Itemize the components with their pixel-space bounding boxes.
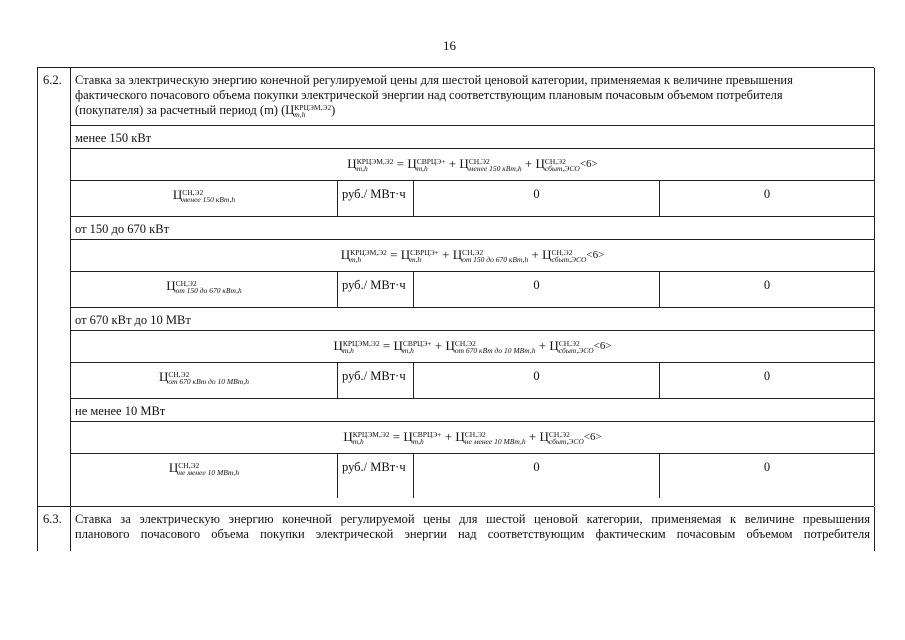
symbol-base: Ц bbox=[333, 338, 343, 353]
value-text: 0 bbox=[763, 278, 771, 292]
symbol-scripts bbox=[559, 340, 594, 354]
range-label: от 150 до 670 кВт bbox=[75, 222, 170, 236]
symbol-sub: от 150 до 670 кВт,h bbox=[462, 254, 529, 264]
plus-sign: + bbox=[538, 338, 547, 353]
unit-text: руб./ МВт·ч bbox=[342, 460, 406, 474]
symbol-base: Ц bbox=[340, 247, 351, 262]
value-text: 0 bbox=[533, 278, 540, 292]
symbol-base: Ц bbox=[459, 156, 469, 171]
symbol-sup: СВРЦЭ+ bbox=[416, 156, 446, 166]
equals-sign: = bbox=[396, 156, 405, 171]
symbol-base: Ц bbox=[549, 338, 559, 353]
formula-row bbox=[71, 148, 874, 181]
footnote-ref: <6> bbox=[593, 339, 612, 352]
plus-sign: + bbox=[442, 247, 450, 262]
symbol-base: Ц bbox=[407, 156, 417, 171]
range-header bbox=[71, 398, 874, 422]
formula bbox=[71, 156, 874, 172]
symbol-sub: не менее 10 МВт,h bbox=[464, 436, 526, 446]
symbol-base: Ц bbox=[535, 156, 545, 171]
value-cell bbox=[660, 181, 874, 217]
symbol-base: Ц bbox=[159, 369, 169, 384]
symbol-sup: СВРЦЭ+ bbox=[402, 338, 432, 348]
symbol-scripts bbox=[176, 280, 242, 294]
range-header bbox=[71, 307, 874, 331]
plus-sign: + bbox=[434, 338, 443, 353]
symbol-base: Ц bbox=[172, 187, 183, 202]
unit-cell bbox=[338, 454, 414, 498]
symbol-cell bbox=[71, 272, 338, 308]
plus-sign: + bbox=[448, 156, 457, 171]
value-cell bbox=[414, 454, 660, 498]
symbol-sup: СН,Э2 bbox=[168, 369, 190, 379]
unit-cell bbox=[338, 363, 414, 399]
symbol-cell bbox=[71, 363, 338, 399]
equals-sign: = bbox=[390, 247, 398, 262]
symbol-scripts bbox=[551, 249, 586, 263]
formula bbox=[71, 247, 874, 263]
plus-sign: + bbox=[531, 247, 539, 262]
tariff-table bbox=[37, 67, 874, 551]
formula bbox=[71, 338, 874, 354]
section-6-3 bbox=[38, 507, 874, 551]
symbol-base: Ц bbox=[455, 429, 465, 444]
symbol-sup: КРЦЭМ,Э2 bbox=[342, 338, 380, 348]
symbol-sub: менее 150 кВт,h bbox=[468, 163, 522, 173]
symbol-sup: СН,Э2 bbox=[548, 429, 570, 439]
symbol-sup: СВРЦЭ+ bbox=[412, 429, 442, 439]
symbol-base: Ц bbox=[452, 247, 463, 262]
symbol-sub: m,h bbox=[416, 163, 428, 173]
section-heading bbox=[75, 512, 870, 542]
section-6-2 bbox=[38, 68, 874, 507]
symbol-sup: СН,Э2 bbox=[178, 460, 200, 470]
value-cell bbox=[660, 272, 874, 308]
symbol-scripts bbox=[343, 340, 380, 354]
symbol-scripts bbox=[455, 340, 536, 354]
symbol-sup: СВРЦЭ+ bbox=[410, 247, 439, 257]
symbol-base: Ц bbox=[343, 429, 353, 444]
heading-symbol-scripts bbox=[294, 104, 331, 118]
value-text: 0 bbox=[763, 187, 771, 201]
section-number: 6.2. bbox=[43, 73, 62, 87]
range-label: от 670 кВт до 10 МВт bbox=[75, 313, 191, 327]
symbol-base: Ц bbox=[393, 338, 403, 353]
section-heading bbox=[75, 73, 870, 118]
section-number: 6.3. bbox=[43, 512, 62, 526]
symbol-sub: сбыт,ЭСО bbox=[548, 436, 584, 446]
symbol-scripts bbox=[168, 371, 249, 385]
symbol-base: Ц bbox=[445, 338, 455, 353]
unit-cell bbox=[338, 181, 414, 217]
formula-row bbox=[71, 421, 874, 454]
symbol-sup: СН,Э2 bbox=[464, 429, 486, 439]
symbol-sub: от 670 кВт до 10 МВт,h bbox=[454, 345, 536, 355]
symbol-base: Ц bbox=[542, 247, 552, 262]
formula-row bbox=[71, 330, 874, 363]
symbol-sup: КРЦЭМ,Э2 bbox=[356, 156, 394, 166]
value-row bbox=[71, 271, 874, 308]
symbol-sub: m,h bbox=[352, 436, 364, 446]
value-text: 0 bbox=[763, 460, 771, 474]
symbol-base: Ц bbox=[166, 278, 176, 293]
symbol-sup: СН,Э2 bbox=[462, 247, 484, 257]
symbol-scripts bbox=[357, 158, 394, 172]
symbol-sub: сбыт,ЭСО bbox=[551, 254, 587, 264]
value-row bbox=[71, 453, 874, 498]
equals-sign: = bbox=[392, 429, 401, 444]
symbol-base: Ц bbox=[403, 429, 413, 444]
symbol-scripts bbox=[469, 158, 522, 172]
equals-sign: = bbox=[382, 338, 391, 353]
row-symbol bbox=[71, 278, 337, 294]
value-row bbox=[71, 362, 874, 399]
footnote-ref: <6> bbox=[579, 157, 598, 170]
symbol-scripts bbox=[549, 431, 584, 445]
row-symbol bbox=[71, 460, 337, 476]
symbol-sub: m,h bbox=[410, 254, 422, 264]
symbol-sup: СН,Э2 bbox=[544, 156, 566, 166]
symbol-sub: от 670 кВт до 10 МВт,h bbox=[168, 376, 249, 386]
symbol-sub: сбыт,ЭСО bbox=[544, 163, 580, 173]
unit-text: руб./ МВт·ч bbox=[342, 187, 406, 201]
heading-line: Ставка за электрическую энергию конечной регулируемой цены для шестой ценовой категории, применяемая к величине превышения bbox=[75, 73, 793, 87]
value-text: 0 bbox=[763, 369, 771, 383]
symbol-base: Ц bbox=[400, 247, 411, 262]
section-content bbox=[71, 507, 875, 551]
symbol-scripts bbox=[403, 340, 432, 354]
section-number-cell bbox=[38, 507, 71, 551]
plus-sign: + bbox=[444, 429, 453, 444]
row-symbol bbox=[71, 369, 337, 385]
symbol-cell bbox=[71, 454, 338, 498]
symbol-sup: СН,Э2 bbox=[182, 187, 204, 197]
section-number-cell bbox=[38, 68, 71, 506]
symbol-cell bbox=[71, 181, 338, 217]
footnote-ref: <6> bbox=[583, 430, 602, 443]
symbol-sup: КРЦЭМ,Э2 bbox=[350, 247, 387, 257]
range-header bbox=[71, 216, 874, 240]
range-label: не менее 10 МВт bbox=[75, 404, 166, 418]
heading-symbol-sup: КРЦЭМ,Э2 bbox=[294, 102, 332, 112]
symbol-base: Ц bbox=[347, 156, 357, 171]
symbol-sup: СН,Э2 bbox=[468, 156, 490, 166]
unit-cell bbox=[338, 272, 414, 308]
heading-symbol-sub: m,h bbox=[294, 109, 306, 119]
page-number: 16 bbox=[443, 38, 456, 53]
symbol-sup: КРЦЭМ,Э2 bbox=[352, 429, 390, 439]
symbol-sub: сбыт,ЭСО bbox=[558, 345, 594, 355]
plus-sign: + bbox=[528, 429, 537, 444]
value-cell bbox=[660, 454, 874, 498]
symbol-sub: m,h bbox=[412, 436, 424, 446]
heading-line: планового почасового объема покупки электрической энергии над соответствующим фактическим почасовым объемом потребителя bbox=[75, 527, 870, 541]
symbol-scripts bbox=[465, 431, 526, 445]
symbol-scripts bbox=[353, 431, 390, 445]
symbol-sub: m,h bbox=[356, 163, 368, 173]
value-text: 0 bbox=[533, 369, 540, 383]
symbol-sup: СН,Э2 bbox=[175, 278, 197, 288]
symbol-scripts bbox=[417, 158, 446, 172]
symbol-base: Ц bbox=[539, 429, 549, 444]
symbol-sub: m,h bbox=[350, 254, 362, 264]
formula-row bbox=[71, 239, 874, 272]
value-cell bbox=[414, 181, 660, 217]
symbol-sub: от 150 до 670 кВт,h bbox=[175, 285, 242, 295]
range-header bbox=[71, 125, 874, 149]
row-symbol bbox=[71, 187, 337, 203]
unit-text: руб./ МВт·ч bbox=[342, 278, 406, 292]
symbol-scripts bbox=[178, 462, 239, 476]
value-cell bbox=[660, 363, 874, 399]
symbol-scripts bbox=[462, 249, 528, 263]
heading-line-text: (покупателя) за расчетный период (m) (Ц bbox=[75, 103, 295, 117]
heading-line: фактического почасового объема покупки электрической энергии над соответствующим плановым почасовым объемом потребителя bbox=[75, 88, 783, 102]
symbol-sub: менее 150 кВт,h bbox=[182, 194, 236, 204]
symbol-sup: СН,Э2 bbox=[558, 338, 580, 348]
heading-symbol-close: ) bbox=[331, 103, 336, 117]
heading-line bbox=[75, 103, 870, 118]
section-content bbox=[71, 68, 875, 506]
plus-sign: + bbox=[524, 156, 533, 171]
symbol-scripts bbox=[413, 431, 442, 445]
symbol-scripts bbox=[182, 189, 235, 203]
formula bbox=[71, 429, 874, 445]
symbol-sub: m,h bbox=[342, 345, 354, 355]
value-cell bbox=[414, 272, 660, 308]
heading-line: Ставка за электрическую энергию конечной регулируемой цены для шестой ценовой категории, применяемая к величине превышения bbox=[75, 512, 870, 526]
symbol-base: Ц bbox=[168, 460, 179, 475]
range-label: менее 150 кВт bbox=[75, 131, 152, 145]
symbol-scripts bbox=[410, 249, 439, 263]
value-cell bbox=[414, 363, 660, 399]
symbol-sub: m,h bbox=[402, 345, 414, 355]
symbol-scripts bbox=[545, 158, 580, 172]
value-text: 0 bbox=[533, 460, 540, 474]
value-text: 0 bbox=[533, 187, 540, 201]
symbol-scripts bbox=[350, 249, 387, 263]
footnote-ref: <6> bbox=[586, 248, 605, 261]
unit-text: руб./ МВт·ч bbox=[342, 369, 406, 383]
symbol-sub: не менее 10 МВт,h bbox=[178, 467, 240, 477]
symbol-sup: СН,Э2 bbox=[551, 247, 573, 257]
symbol-sup: СН,Э2 bbox=[454, 338, 476, 348]
value-row bbox=[71, 180, 874, 217]
